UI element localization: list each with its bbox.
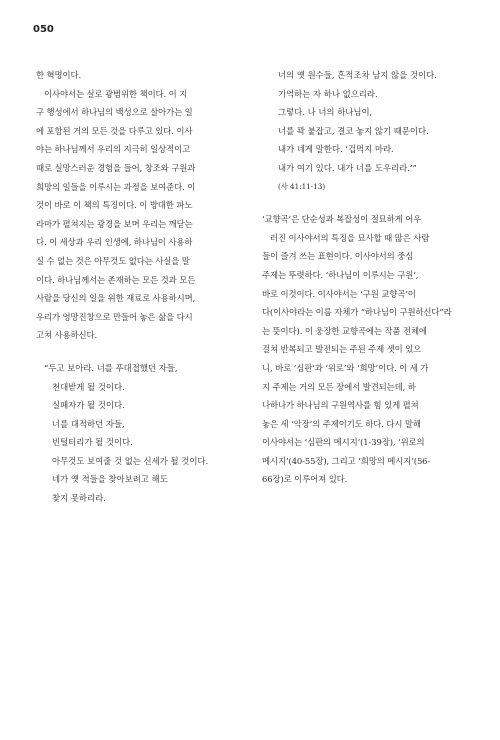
text-line: 야는 하나님께서 우리의 지극히 일상적이고: [36, 144, 191, 155]
text-line: 때로 실망스러운 경험을 들어, 창조와 구원과: [36, 162, 196, 173]
text-line: 러진 이사야서의 특징을 묘사할 때 많은 사람: [270, 232, 430, 243]
quote-line: 내가 여기 있다. 내가 너를 도우리라.’”: [278, 162, 417, 173]
text-line: 다(이사야라는 이름 자체가 “하나님이 구원하신다”라: [262, 307, 452, 318]
text-line: 바로 이것이다. 이사야서는 ‘구원 교향곡’이: [262, 288, 416, 299]
quote-line: 그렇다. 나 너의 하나님이,: [278, 107, 373, 118]
body-paragraph: [36, 66, 238, 345]
quote-line: 실패자가 될 것이다.: [52, 400, 125, 411]
quote-line: 너의 옛 원수들, 흔적조차 남지 않을 것이다.: [278, 70, 437, 80]
text-line: 이사야서는 ‘심판의 메시지’(1-39장), ‘위로의: [262, 437, 425, 448]
text-line: 라마가 펼쳐지는 광경을 보며 우리는 깨닫는: [36, 218, 193, 229]
text-line: 이사야서는 실로 광범위한 책이다. 이 지: [44, 88, 188, 99]
quote-line: 내가 네게 말한다. ‘겁먹지 마라.: [278, 144, 394, 155]
text-line: 희망의 일들을 이루시는 과정을 보여준다. 이: [36, 181, 196, 192]
left-column: [36, 66, 238, 508]
text-line: 니, 바로 ‘심판’과 ‘위로’와 ‘희망’이다. 이 세 가: [262, 362, 429, 373]
text-line: 나하나가 하나님의 구원역사를 힘 있게 펼쳐: [262, 400, 419, 411]
quote-line: “두고 보아라. 너를 푸대접했던 자들,: [44, 362, 178, 373]
text-line: 에 포함된 거의 모든 것을 다루고 있다. 이사: [36, 125, 193, 136]
right-column: [262, 66, 468, 489]
quote-line: 너를 대적하던 자들,: [52, 418, 125, 429]
text-line: 한 혁명이다.: [36, 70, 82, 80]
text-line: 들이 즐겨 쓰는 표현이다. 이사야서의 중심: [262, 251, 414, 262]
text-line: 다. 이 세상과 우리 인생에, 하나님이 사용하: [36, 237, 193, 248]
text-line: 메시지’(40-55장), 그리고 ‘희망의 메시지’(56-: [262, 455, 431, 466]
text-line: 는 뜻이다). 이 웅장한 교향곡에는 작품 전체에: [262, 325, 427, 336]
text-line: 우리가 엉망진창으로 만들어 놓은 삶을 다시: [36, 311, 193, 322]
text-line: 주제는 뚜렷하다. ‘하나님이 이루시는 구원’,: [262, 269, 419, 280]
text-line: 실 수 없는 것은 아무것도 없다는 사실을 말: [36, 255, 190, 266]
quote-line: 찾지 못하리라.: [52, 493, 106, 504]
text-line: 사람을 당신의 일을 위한 재료로 사용하시며,: [36, 293, 196, 304]
text-line: 66장)로 이루어져 있다.: [262, 474, 348, 485]
scripture-quote-continued: [262, 66, 468, 196]
text-line: 구 행성에서 하나님의 백성으로 살아가는 일: [36, 107, 193, 118]
text-line: 이다. 하나님께서는 존재하는 모든 것과 모든: [36, 274, 196, 285]
text-line: 지 주제는 거의 모든 장에서 발견되는데, 하: [262, 381, 416, 392]
quote-line: 기억하는 자 하나 없으리라.: [278, 88, 378, 99]
page-number: 050: [33, 24, 54, 35]
quote-citation: (사 41:11-13): [278, 181, 326, 191]
quote-line: 빈털터리가 될 것이다.: [52, 437, 133, 448]
scripture-quote: [36, 359, 238, 508]
text-line: 걸쳐 반복되고 발전되는 주된 주제 셋이 있으: [262, 344, 422, 355]
quote-line: 천대받게 될 것이다.: [52, 381, 125, 392]
text-line: 놓은 세 ‘악장’의 주제이기도 하다. 다시 말해: [262, 418, 421, 429]
text-line: 것이 바로 이 책의 특징이다. 이 방대한 파노: [36, 200, 193, 211]
text-line: ‘교향곡’은 단순성과 복잡성이 절묘하게 어우: [262, 214, 422, 225]
quote-line: 너를 꽉 붙잡고, 결코 놓지 않기 때문이다.: [278, 125, 429, 136]
quote-line: 아무것도 보여줄 것 없는 신세가 될 것이다.: [52, 455, 209, 466]
text-line: 고쳐 사용하신다.: [36, 330, 98, 341]
quote-line: 네가 옛 적들을 찾아보려고 해도: [52, 474, 168, 485]
body-paragraph: [262, 210, 468, 489]
